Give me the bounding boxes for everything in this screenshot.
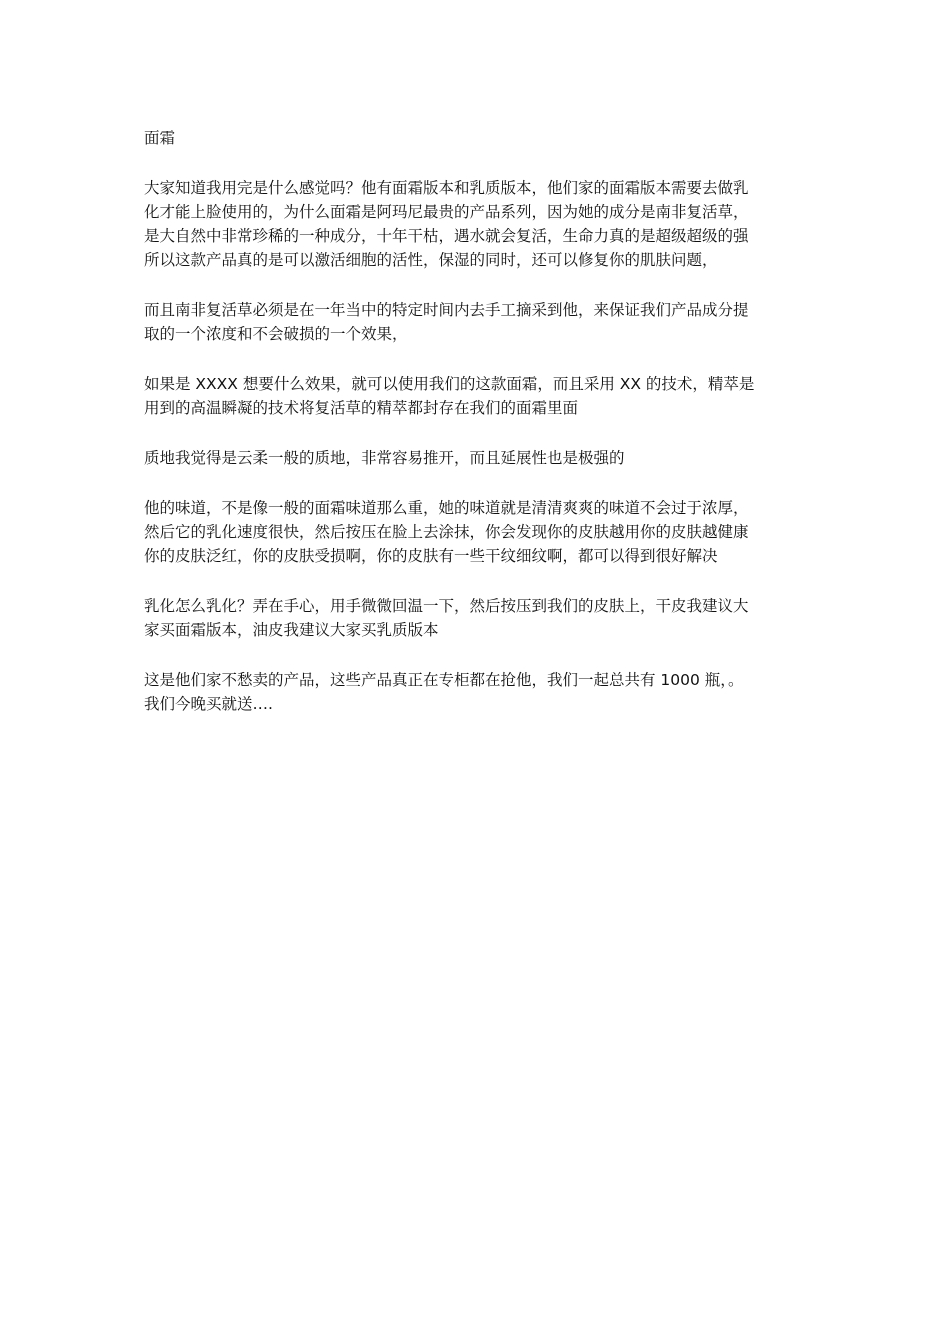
text-line: 家买面霜版本，油皮我建议大家买乳质版本 [144,621,439,639]
paragraph [144,496,814,568]
paragraph [144,446,814,470]
text-line: 他的味道，不是像一般的面霜味道那么重，她的味道就是清清爽爽的味道不会过于浓厚， [144,499,749,517]
paragraph [144,594,814,642]
paragraph [144,298,814,346]
text-line: 你的皮肤泛红，你的皮肤受损啊，你的皮肤有一些干纹细纹啊，都可以得到很好解决 [144,547,718,565]
paragraph [144,176,814,272]
text-line: 大家知道我用完是什么感觉吗？他有面霜版本和乳质版本，他们家的面霜版本需要去做乳 [144,179,749,197]
text-line: 乳化怎么乳化？弄在手心，用手微微回温一下，然后按压到我们的皮肤上，干皮我建议大 [144,597,749,615]
text-line: 然后它的乳化速度很快，然后按压在脸上去涂抹，你会发现你的皮肤越用你的皮肤越健康 [144,523,749,541]
text-line: 所以这款产品真的是可以激活细胞的活性，保湿的同时，还可以修复你的肌肤问题， [144,251,718,269]
paragraph [144,668,814,716]
document-title: 面霜 [144,129,176,147]
text-line: 如果是 XXXX 想要什么效果，就可以使用我们的这款面霜，而且采用 XX 的技术，精萃是 [144,375,755,393]
text-line: 是大自然中非常珍稀的一种成分，十年干枯，遇水就会复活，生命力真的是超级超级的强 [144,227,749,245]
text-line: 质地我觉得是云柔一般的质地，非常容易推开，而且延展性也是极强的 [144,449,625,467]
text-line: 这是他们家不愁卖的产品，这些产品真正在专柜都在抢他，我们一起总共有 1000 瓶，。 [144,671,744,689]
text-line: 而且南非复活草必须是在一年当中的特定时间内去手工摘采到他，来保证我们产品成分提 [144,301,749,319]
text-line: 化才能上脸使用的，为什么面霜是阿玛尼最贵的产品系列，因为她的成分是南非复活草， [144,203,749,221]
paragraph-list [144,176,814,716]
text-line: 取的一个浓度和不会破损的一个效果， [144,325,408,343]
document-body [144,126,814,742]
paragraph [144,372,814,420]
text-line: 我们今晚买就送…. [144,695,273,713]
text-line: 用到的高温瞬凝的技术将复活草的精萃都封存在我们的面霜里面 [144,399,579,417]
